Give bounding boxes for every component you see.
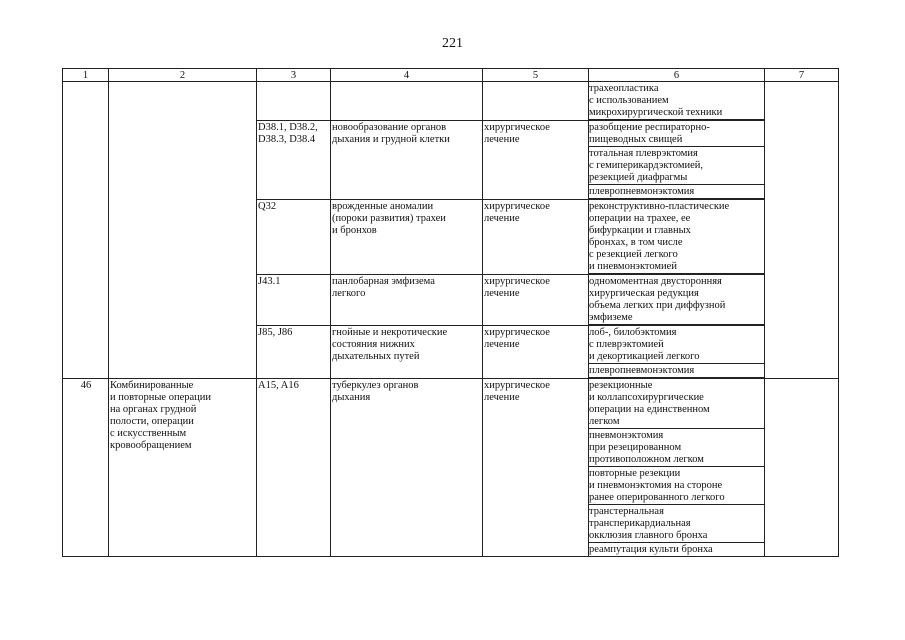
column-header-4: 4 [331, 69, 483, 82]
column-header-7: 7 [765, 69, 839, 82]
diagnosis-code-cell: J43.1 [257, 275, 331, 326]
treatment-method: плевропневмонэктомия [589, 185, 764, 199]
treatment-type-cell: хирургическое лечение [483, 121, 589, 200]
diagnosis-code-cell: D38.1, D38.2, D38.3, D38.4 [257, 121, 331, 200]
treatment-method: плевропневмонэктомия [589, 364, 764, 378]
treatment-type-cell: хирургическое лечение [483, 379, 589, 557]
treatment-method-cell [589, 121, 765, 200]
page-number: 221 [442, 36, 463, 51]
diagnosis-code-cell: J85, J86 [257, 326, 331, 379]
treatment-method-cell [589, 82, 765, 121]
treatment-method: одномоментная двусторонняя хирургическая редукция объема легких при диффузной эмфиземе [589, 275, 764, 325]
treatment-method: тотальная плеврэктомия с гемиперикардэктомией, резекцией диафрагмы [589, 147, 764, 185]
treatment-method: повторные резекции и пневмонэктомия на стороне ранее оперированного легкого [589, 467, 764, 505]
disease-model-cell [331, 82, 483, 121]
treatment-method: реампутация культи бронха [589, 544, 713, 555]
disease-model-cell: гнойные и некротические состояния нижних дыхательных путей [331, 326, 483, 379]
cost-cell [765, 82, 839, 379]
column-header-5: 5 [483, 69, 589, 82]
column-header-2: 2 [109, 69, 257, 82]
disease-model-cell: туберкулез органов дыхания [331, 379, 483, 557]
treatment-method: транстернальная трансперикардиальная окклюзия главного бронха [589, 505, 764, 543]
cost-cell [765, 379, 839, 557]
treatment-method: пневмонэктомия при резецированном противоположном легком [589, 429, 764, 467]
treatment-type-cell: хирургическое лечение [483, 200, 589, 275]
row-number-cell: 46 [63, 379, 109, 557]
treatment-method: резекционные и коллапсохирургические операции на единственном легком [589, 379, 764, 429]
disease-model-cell: врожденные аномалии (пороки развития) трахеи и бронхов [331, 200, 483, 275]
diagnosis-code-cell [257, 82, 331, 121]
table-row [63, 82, 839, 121]
column-header-1: 1 [63, 69, 109, 82]
procedure-group-cell: Комбинированные и повторные операции на органах грудной полости, операции с искусственным кровообращением [109, 379, 257, 557]
procedures-table [62, 68, 839, 557]
treatment-method-cell [589, 379, 765, 557]
column-header-3: 3 [257, 69, 331, 82]
treatment-method: разобщение респираторно- пищеводных свищей [589, 121, 764, 147]
row-number-cell [63, 82, 109, 379]
treatment-type-cell [483, 82, 589, 121]
disease-model-cell: панлобарная эмфизема легкого [331, 275, 483, 326]
treatment-method: лоб-, билобэктомия с плеврэктомией и декортикацией легкого [589, 326, 764, 364]
treatment-type-cell: хирургическое лечение [483, 326, 589, 379]
diagnosis-code-cell: Q32 [257, 200, 331, 275]
treatment-method-cell [589, 326, 765, 379]
column-number-header-row [63, 69, 839, 82]
diagnosis-code-cell: A15, A16 [257, 379, 331, 557]
table-row [63, 379, 839, 557]
treatment-method-cell [589, 275, 765, 326]
treatment-method: трахеопластика с использованием микрохирургической техники [589, 82, 764, 120]
treatment-method: реконструктивно-пластические операции на трахее, ее бифуркации и главных бронхах, в том числе с резекцией легкого и пневмонэктомией [589, 200, 764, 274]
procedure-group-cell [109, 82, 257, 379]
treatment-method-cell [589, 200, 765, 275]
disease-model-cell: новообразование органов дыхания и грудной клетки [331, 121, 483, 200]
column-header-6: 6 [589, 69, 765, 82]
treatment-type-cell: хирургическое лечение [483, 275, 589, 326]
